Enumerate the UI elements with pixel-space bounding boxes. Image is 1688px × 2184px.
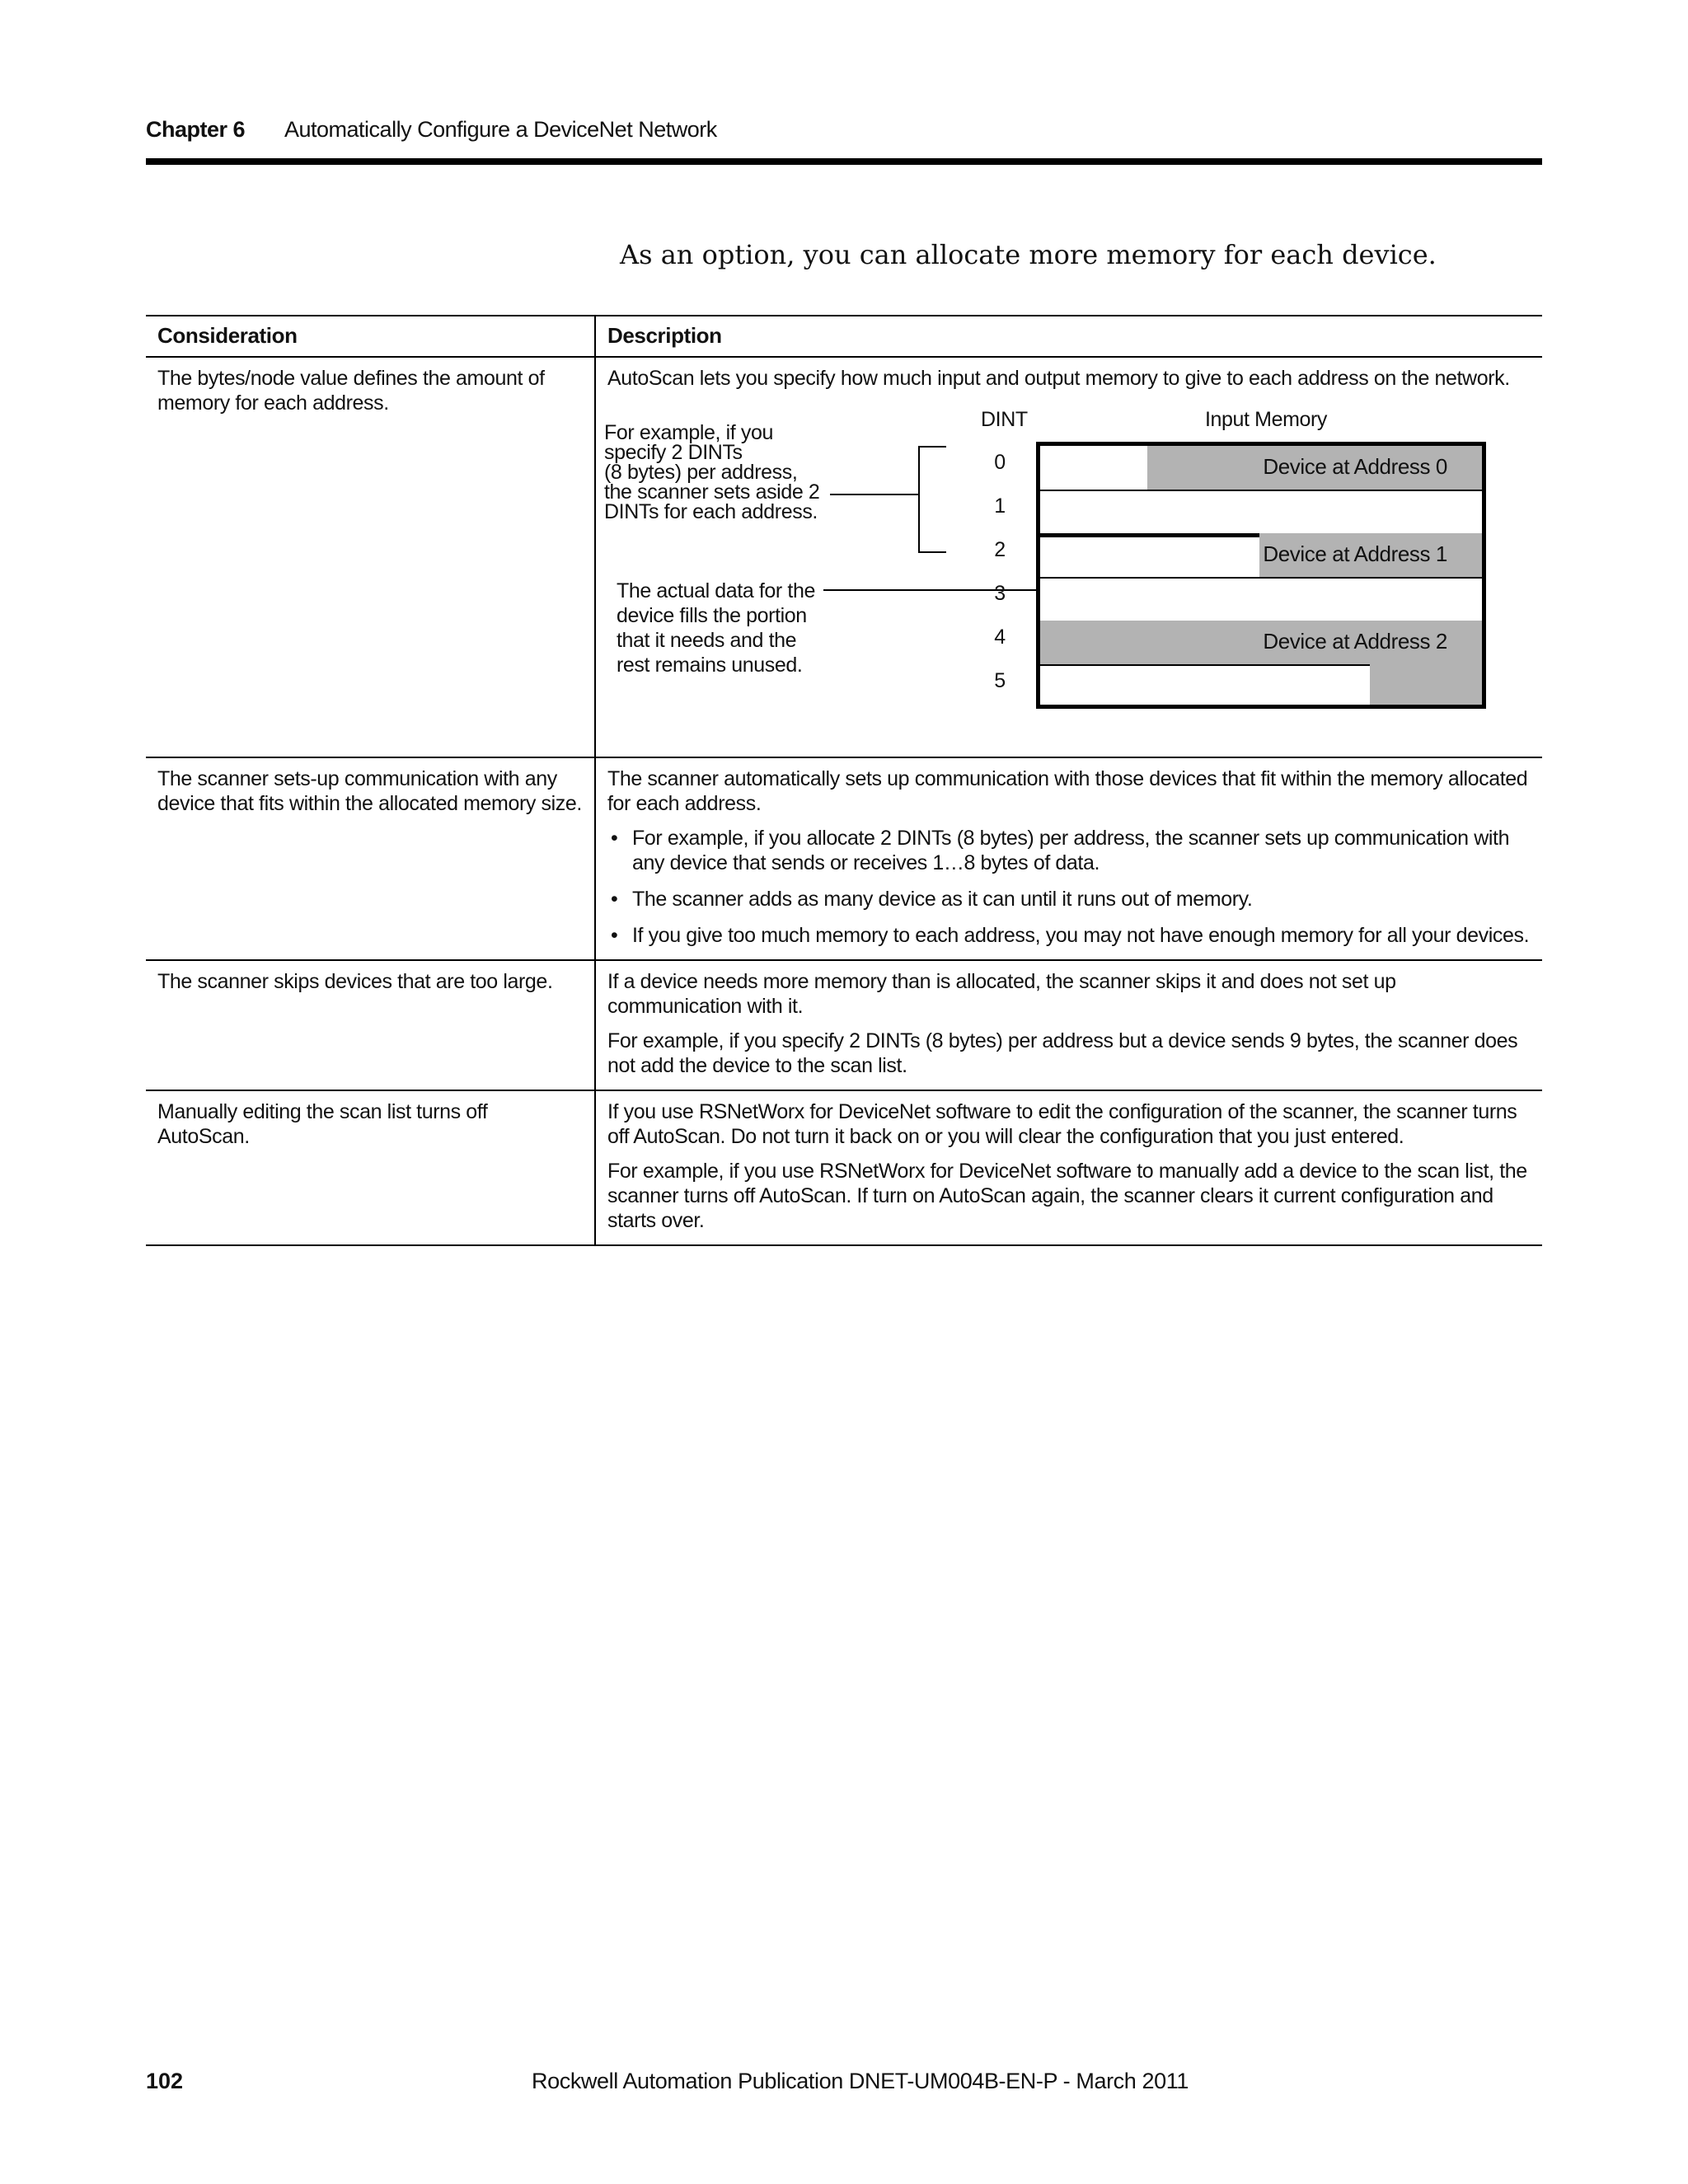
considerations-table xyxy=(146,315,1542,1246)
list-item: • For example, if you allocate 2 DINTs (8 bytes) per address, the scanner sets up communication with any device that sends or receives 1…8 bytes of data. xyxy=(607,826,1531,875)
table-row xyxy=(146,357,1542,757)
memory-row-1 xyxy=(1040,490,1482,537)
dint-index: 0 xyxy=(994,451,1006,474)
memory-row-5 xyxy=(1040,664,1482,705)
chapter-title: Automatically Configure a DeviceNet Network xyxy=(284,117,717,142)
list-item: • The scanner adds as many device as it can until it runs out of memory. xyxy=(607,887,1531,912)
memory-row-4 xyxy=(1040,621,1482,666)
consideration-cell: The scanner skips devices that are too large. xyxy=(146,960,595,1090)
memory-row-3 xyxy=(1040,577,1482,625)
table-header-row xyxy=(146,316,1542,357)
description-text: For example, if you specify 2 DINTs (8 bytes) per address but a device sends 9 bytes, the scanner does not add the device to the scan list. xyxy=(607,1029,1518,1077)
dint-index: 4 xyxy=(994,626,1006,649)
dint-index: 3 xyxy=(994,582,1006,605)
description-text: AutoScan lets you specify how much input and output memory to give to each address on the network. xyxy=(607,367,1510,390)
description-text: If a device needs more memory than is allocated, the scanner skips it and does not set up communication with it. xyxy=(607,970,1396,1018)
table-row xyxy=(146,757,1542,960)
device-2-label: Device at Address 2 xyxy=(1263,629,1447,654)
input-memory-label: Input Memory xyxy=(1205,408,1328,431)
list-item: • If you give too much memory to each address, you may not have enough memory for all your devices. xyxy=(607,923,1531,948)
memory-row-0 xyxy=(1040,446,1482,491)
description-cell xyxy=(595,960,1542,1090)
dint-bracket xyxy=(919,447,946,552)
intro-text: As an option, you can allocate more memory for each device. xyxy=(620,239,1437,270)
table-row xyxy=(146,1090,1542,1245)
dint-index: 2 xyxy=(994,538,1006,561)
bullet-list xyxy=(607,826,1531,948)
description-text: For example, if you use RSNetWorx for DeviceNet software to manually add a device to the scan list, the scanner turns off AutoScan. If turn on AutoScan again, the scanner clears it current configuration and starts over. xyxy=(607,1160,1527,1232)
publication-info: Rockwell Automation Publication DNET-UM004B-EN-P - March 2011 xyxy=(532,2069,1189,2093)
description-text: If you use RSNetWorx for DeviceNet software to edit the configuration of the scanner, the scanner turns off AutoScan. Do not turn it back on or you will clear the configuration that you just entered. xyxy=(607,1100,1517,1148)
column-header-consideration: Consideration xyxy=(146,316,595,357)
device-2-overflow-fill xyxy=(1370,664,1482,705)
header-rule xyxy=(146,158,1542,165)
description-cell xyxy=(595,1090,1542,1245)
device-0-label: Device at Address 0 xyxy=(1263,454,1447,479)
dint-index: 1 xyxy=(994,494,1006,518)
device-1-label: Device at Address 1 xyxy=(1263,541,1447,566)
input-memory-block xyxy=(1036,442,1486,709)
page-header xyxy=(146,117,1542,166)
description-cell xyxy=(595,357,1542,757)
table-row xyxy=(146,960,1542,1090)
memory-allocation-diagram xyxy=(604,407,1531,745)
column-header-description: Description xyxy=(595,316,1542,357)
consideration-cell: Manually editing the scan list turns off AutoScan. xyxy=(146,1090,595,1245)
callout-2: The actual data for the device fills the portion that it needs and the rest remains unused. xyxy=(617,579,815,677)
description-cell xyxy=(595,757,1542,960)
consideration-cell: The bytes/node value defines the amount of memory for each address. xyxy=(146,357,595,757)
dint-index: 5 xyxy=(994,669,1006,692)
description-text: The scanner automatically sets up communication with those devices that fit within the memory allocated for each address. xyxy=(607,767,1528,815)
callout-1: For example, if you specify 2 DINTs (8 bytes) per address, the scanner sets aside 2 DINTs for each address. xyxy=(604,421,820,523)
memory-row-2 xyxy=(1040,533,1482,579)
page-number: 102 xyxy=(146,2069,184,2093)
dint-axis-label: DINT xyxy=(981,408,1028,431)
chapter-number: Chapter 6 xyxy=(146,117,246,142)
consideration-cell: The scanner sets-up communication with any device that fits within the allocated memory size. xyxy=(146,757,595,960)
